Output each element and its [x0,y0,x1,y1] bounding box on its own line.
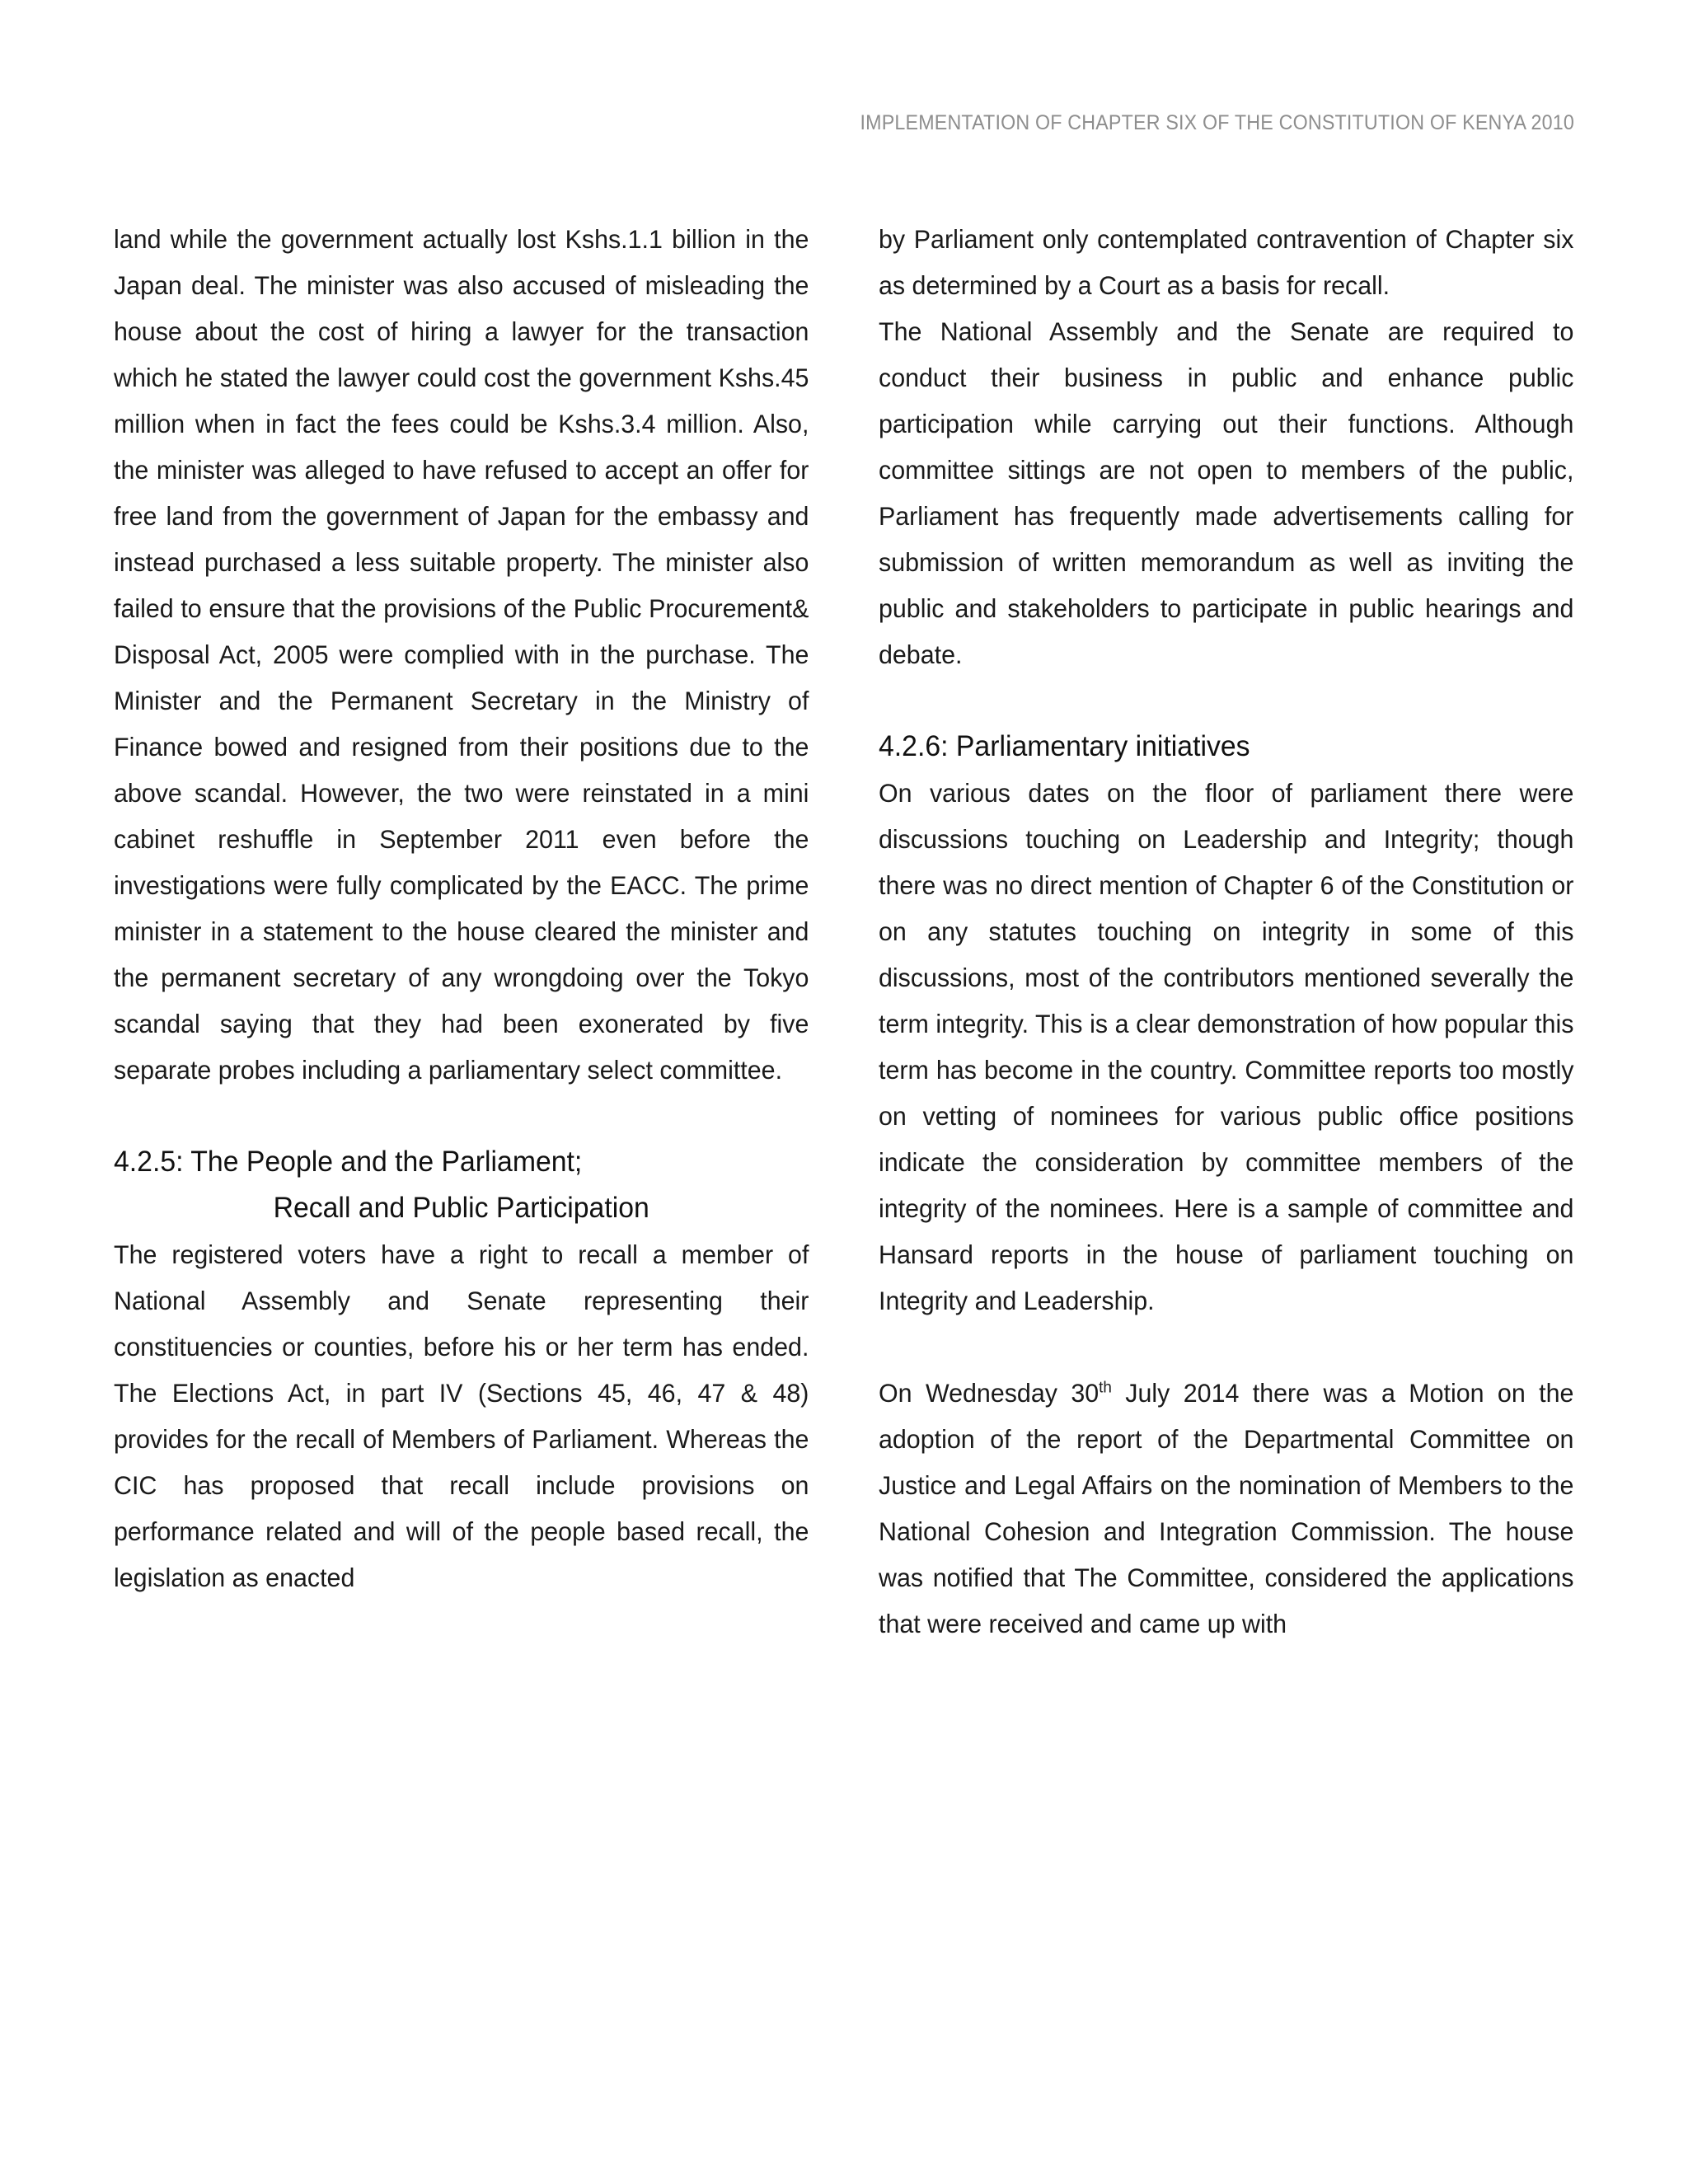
section-heading-4-2-6-label: 4.2.6: Parliamentary initiatives [879,730,1250,762]
section-heading-4-2-5-line-1: 4.2.5: The People and the Parliament; [114,1146,583,1178]
right-column-paragraph-3: On various dates on the floor of parliament there were discussions touching on Leadership and Integrity; though there was no direct mention of Chapter 6 of the Constitution or on any statutes touching on integrity in some of this discussions, most of the contributors mentioned severally the term integrity. This is a clear demonstration of how popular this term has become in the country. Committee reports too mostly on vetting of nominees for various public office positions indicate the consideration by committee members of the integrity of the nominees. Here is a sample of committee and Hansard reports in the house of parliament touching on Integrity and Leadership. [879,778,1574,1315]
right-column-paragraph-1: by Parliament only contemplated contravention of Chapter six as determined by a Court as a basis for recall. [879,224,1574,300]
page-footer [0,2070,1688,2120]
heading-spacer [879,677,1574,724]
paragraph-4-date-prefix: On Wednesday 30 [879,1378,1100,1408]
running-header: IMPLEMENTATION OF CHAPTER SIX OF THE CONSTITUTION OF KENYA 2010 [860,111,1574,134]
right-column-paragraph-2: The National Assembly and the Senate are required to conduct their business in public and enhance public participation while carrying out their functions. Although committee sittings are not open to members of the public, Parliament has frequently made advertisements calling for submission of written memorandum as well as inviting the public and stakeholders to participate in public hearings and debate. [879,316,1574,669]
right-column [879,216,1574,1647]
section-heading-4-2-5-line-2: Recall and Public Participation [273,1192,649,1224]
left-column [114,216,809,1647]
two-column-body [114,216,1574,1647]
heading-spacer [114,1093,809,1139]
left-column-paragraph-2: The registered voters have a right to recall a member of National Assembly and Senate representing their constituencies or counties, before his or her term has ended. The Elections Act, in part IV (Sections 45, 46, 47 & 48) provides for the recall of Members of Parliament. Whereas the CIC has proposed that recall include provisions on performance related and will of the people based recall, the legislation as enacted [114,1240,809,1592]
section-heading-4-2-5 [114,1139,809,1231]
section-heading-4-2-6 [879,724,1573,770]
ordinal-suffix-th: th [1099,1378,1112,1397]
right-column-paragraph-4 [879,1370,1573,1647]
left-column-paragraph-1: land while the government actually lost Kshs.1.1 billion in the Japan deal. The minister was also accused of misleading the house about the cost of hiring a lawyer for the transaction which he stated the lawyer could cost the government Kshs.45 million when in fact the fees could be Kshs.3.4 million. Also, the minister was alleged to have refused to accept an offer for free land from the government of Japan for the embassy and instead purchased a less suitable property. The minister also failed to ensure that the provisions of the Public Procurement& Disposal Act, 2005 were complied with in the purchase. The Minister and the Permanent Secretary in the Ministry of Finance bowed and resigned from their positions due to the above scandal. However, the two were reinstated in a mini cabinet reshuffle in September 2011 even before the investigations were fully complicated by the EACC. The prime minister in a statement to the house cleared the minister and the permanent secretary of any wrongdoing over the Tokyo scandal saying that they had been exonerated by five separate probes including a parliamentary select committee. [114,224,809,1085]
paragraph-4-body: July 2014 there was a Motion on the adoption of the report of the Departmental Committee on Justice and Legal Affairs on the nomination of Members to the National Cohesion and Integration Commission. The house was notified that The Committee, considered the applications that were received and came up with [879,1378,1574,1638]
paragraph-spacer [879,1324,1574,1370]
